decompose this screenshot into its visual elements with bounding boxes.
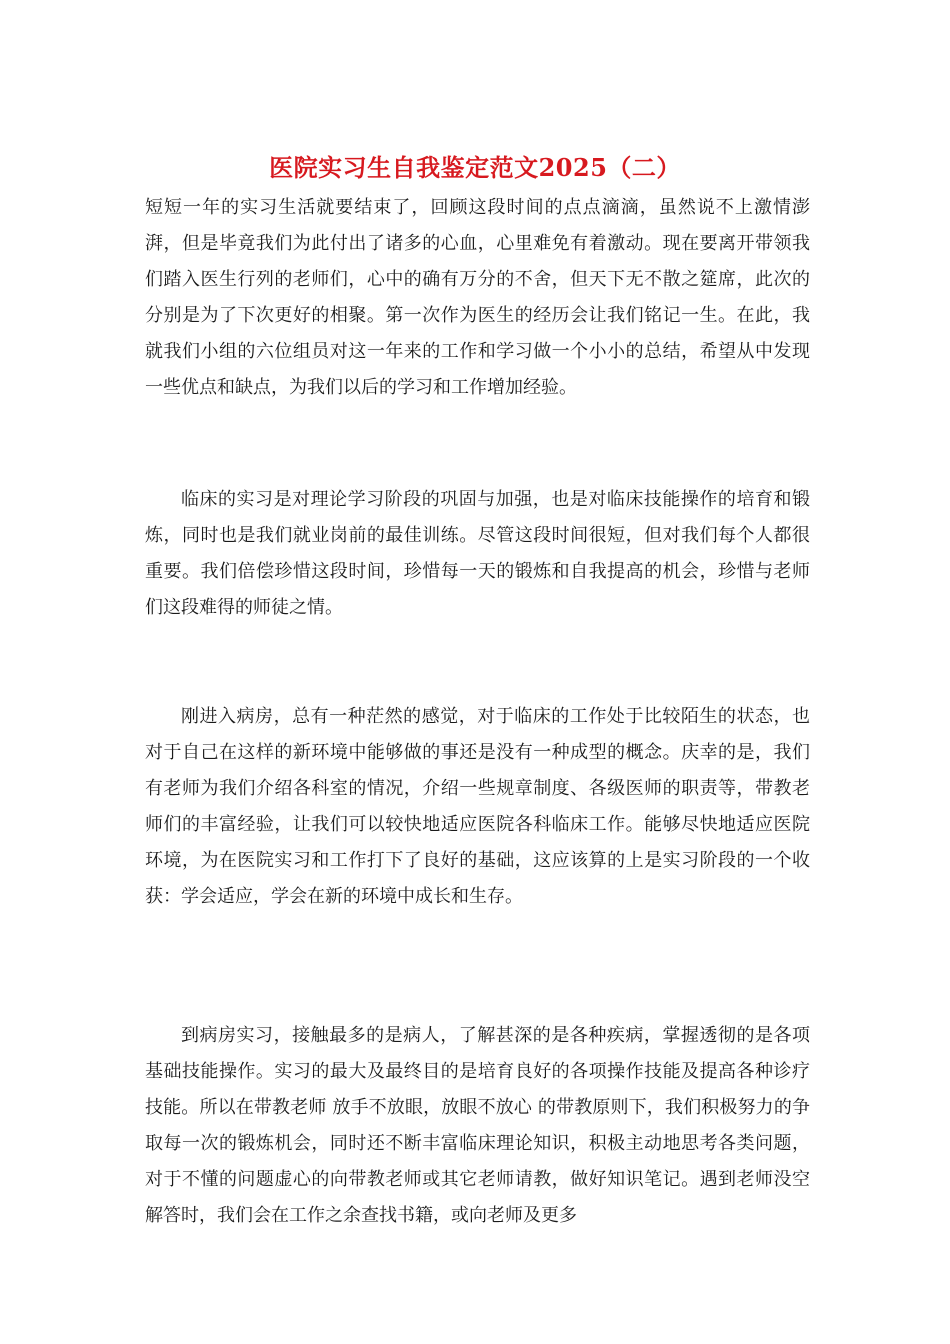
paragraph-2: 临床的实习是对理论学习阶段的巩固与加强，也是对临床技能操作的培育和锻炼，同时也是我们就业岗前的最佳训练。尽管这段时间很短，但对我们每个人都很重要。我们倍偿珍惜这段时间，珍惜每一天的锻炼和自我提高的机会，珍惜与老师们这段难得的师徒之情。 [145,489,810,618]
paragraph-3: 刚进入病房，总有一种茫然的感觉，对于临床的工作处于比较陌生的状态，也对于自己在这样的新环境中能够做的事还是没有一种成型的概念。庆幸的是，我们有老师为我们介绍各科室的情况，介绍一些规章制度、各级医师的职责等，带教老师们的丰富经验，让我们可以较快地适应医院各科临床工作。能够尽快地适应医院环境，为在医院实习和工作打下了良好的基础，这应该算的上是实习阶段的一个收获：学会适应，学会在新的环境中成长和生存。 [145,706,810,907]
paragraph-4: 到病房实习，接触最多的是病人，了解甚深的是各种疾病，掌握透彻的是各项基础技能操作。实习的最大及最终目的是培育良好的各项操作技能及提高各种诊疗技能。所以在带教老师 放手不放眼，放眼不放心 的带教原则下，我们积极努力的争取每一次的锻炼机会，同时还不断丰富临床理论知识，积极主动地思考各类问题，对于不懂的问题虚心的向带教老师或其它老师请教，做好知识笔记。遇到老师没空解答时，我们会在工作之余查找书籍，或向老师及更多 [145,1025,810,1226]
document-title: 医院实习生自我鉴定范文2025（二） [269,153,681,182]
paragraph-1: 短短一年的实习生活就要结束了，回顾这段时间的点点滴滴，虽然说不上激情澎湃，但是毕竟我们为此付出了诸多的心血，心里难免有着激动。现在要离开带领我们踏入医生行列的老师们，心中的确有万分的不舍，但天下无不散之筵席，此次的分别是为了下次更好的相聚。第一次作为医生的经历会让我们铭记一生。在此，我就我们小组的六位组员对这一年来的工作和学习做一个小小的总结，希望从中发现一些优点和缺点，为我们以后的学习和工作增加经验。 [145,197,810,398]
